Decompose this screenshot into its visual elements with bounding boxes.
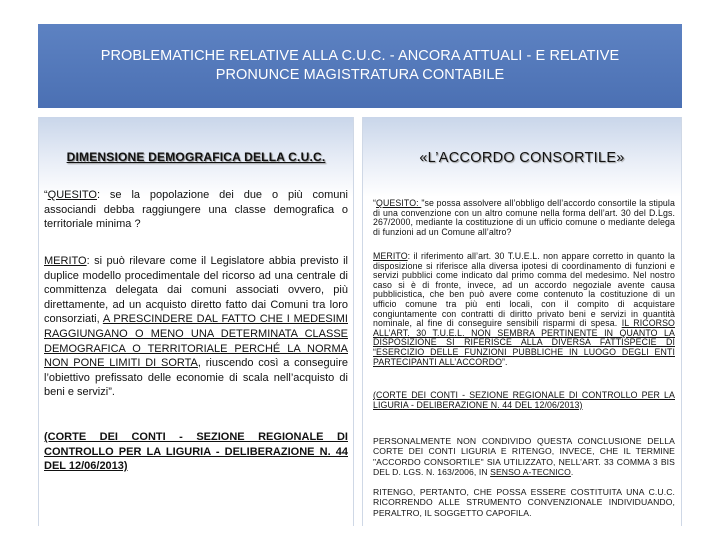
right-quesito-label: QUESITO: <box>376 198 422 208</box>
left-heading: DIMENSIONE DEMOGRAFICA DELLA C.U.C. <box>66 150 326 164</box>
right-merito <box>373 252 675 367</box>
left-quesito-open-quote: “ <box>44 189 48 201</box>
left-quesito-label: QUESITO <box>47 189 97 201</box>
left-column <box>38 117 354 526</box>
left-merito-text: : si può rilevare come il Legislatore abbia previsto il duplice modello procedimentale del ricorso ad una centrale di committenza delegata dai comuni associati ovvero, più direttamente, ad un acquisto diretto fatto dai Comuni tra loro consorziati, <box>44 255 348 326</box>
right-heading: «L’ACCORDO CONSORTILE» <box>419 150 625 166</box>
left-merito-underlined: A PRESCINDERE DAL FATTO CHE I MEDESIMI RAGGIUNGANO O MENO UNA DETERMINATA CLASSE DEMOGRAFICA O TERRITORIALE PERCHÉ LA NORMA NON PONE LIMITI DI SORTA <box>44 313 348 370</box>
right-merito-tail: ”. <box>502 356 508 367</box>
right-opinion-text: PERSONALMENTE NON CONDIVIDO QUESTA CONCLUSIONE DELLA CORTE DEI CONTI LIGURIA E RITENGO, INVECE, CHE IL TERMINE "ACCORDO CONSORTILE" SIA UTILIZZATO, NELL’ART. 33 COMMA 3 BIS DEL D. LGS. N. 163/2006, IN <box>373 436 675 478</box>
title-line-2: PRONUNCE MAGISTRATURA CONTABILE <box>215 67 505 83</box>
left-merito <box>44 254 348 400</box>
right-reference: (CORTE DEI CONTI - SEZIONE REGIONALE DI CONTROLLO PER LA LIGURIA - DELIBERAZIONE N. 44 DEL 12/06/2013) <box>373 390 675 410</box>
right-merito-label: MERITO <box>373 251 408 261</box>
right-merito-underlined: IL RICORSO ALL’ART. 30 T.U.E.L. NON SEMBRA PERTINENTE IN QUANTO LA DISPOSIZIONE SI RIFERISCE ALLA DIVERSA FATTISPECIE DI “ESERCIZIO DELLE FUNZIONI PUBBLICHE IN LUOGO DEGLI ENTI PARTECIPANTI ALL’ACCORDO <box>373 318 675 367</box>
right-column <box>362 117 682 526</box>
title-line-1: PROBLEMATICHE RELATIVE ALLA C.U.C. - ANCORA ATTUALI - E RELATIVE <box>100 48 620 64</box>
title-banner <box>38 24 682 108</box>
left-reference: (CORTE DEI CONTI - SEZIONE REGIONALE DI CONTROLLO PER LA LIGURIA - DELIBERAZIONE N. 44 DEL 12/06/2013) <box>44 431 348 473</box>
left-quesito <box>44 188 348 232</box>
left-merito-tail: , riuscendo così a conseguire l’obiettivo prefissato delle economie di scala nell’acquisto di beni e servizi”. <box>44 357 348 399</box>
page-title <box>48 47 672 85</box>
right-conclusion: RITENGO, PERTANTO, CHE POSSA ESSERE COSTITUITA UNA C.U.C. RICORRENDO ALLE STRUMENTO CONVENZIONALE INDIVIDUANDO, PERALTRO, IL SOGGETTO CAPOFILA. <box>373 487 675 518</box>
right-opinion-tail: . <box>570 467 574 478</box>
right-merito-text: : il riferimento all’art. 30 T.U.E.L. non appare corretto in quanto la disposizione si riferisce alla diversa ipotesi di coordinamento di funzioni e servizi pubblici come indicato dal primo comma del medesimo. Nel nostro caso si è di fronte, invece, ad un accordo negoziale avente causa pubblicistica, che ben può avere come contenuto la costituzione di un ufficio comune tra più enti locali, con il compito di acquistare congiuntamente con contratti di diritto privato beni e servizi in quantità nominale, al fine di conseguire sensibili risparmi di spesa. <box>373 251 675 329</box>
right-quesito-text: "se possa assolvere all’obbligo dell’accordo consortile la stipula di una convenzione con un altro comune nella forma dell’art. 30 del D.Lgs. 267/2000, mediante la costituzione di un ufficio comune o mediante delega di funzioni ad un Comune all’altro? <box>373 198 675 237</box>
left-merito-label: MERITO <box>44 255 87 267</box>
left-quesito-text: : se la popolazione dei due o più comuni associandi debba raggiungere una classe demografica o territoriale minima ? <box>44 189 348 231</box>
right-quesito <box>373 199 675 237</box>
right-opinion-underlined: SENSO A-TECNICO <box>490 467 571 478</box>
right-opinion <box>373 436 675 478</box>
right-quesito-open-quote: “ <box>373 198 377 208</box>
